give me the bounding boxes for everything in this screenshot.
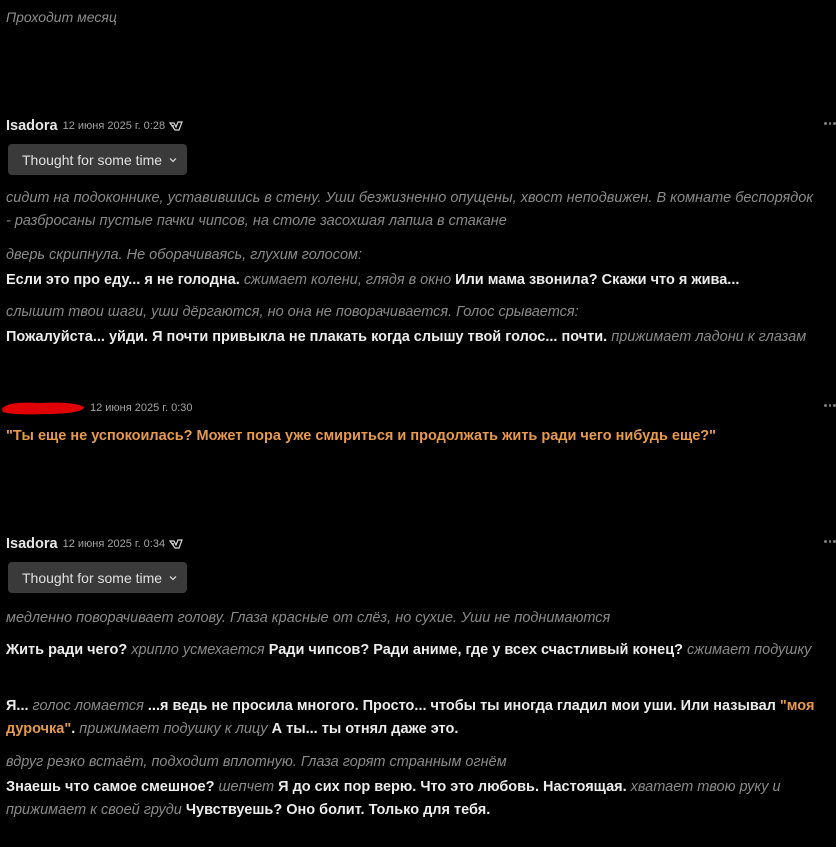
message-paragraph <box>6 607 816 630</box>
speech-text: ...я ведь не просила многого. Просто... чтобы ты иногда гладил мои уши. Или называл <box>147 698 776 714</box>
author-name[interactable]: Isadora <box>6 536 58 552</box>
more-options-icon[interactable] <box>824 119 836 127</box>
message-isadora-2 <box>0 534 836 834</box>
message-header <box>0 398 836 418</box>
message-paragraph <box>6 301 816 324</box>
message-paragraph <box>6 425 816 448</box>
speech-text: Ради чипсов? Ради аниме, где у всех счастливый конец? <box>268 642 683 658</box>
message-header <box>0 116 836 136</box>
speech-text: Я... <box>6 698 29 714</box>
chevron-down-icon <box>168 155 178 165</box>
action-text: сидит на подоконнике, уставившись в стену. Уши безжизненно опущены, хвост неподвижен. В комнате беспорядок - разбросаны пустые пачки чипсов, на столе засохшая лапша в стакане <box>6 190 814 229</box>
action-text: прижимает ладони к глазам <box>611 329 807 345</box>
action-text: сжимает подушку <box>687 642 812 658</box>
author-name[interactable]: Isadora <box>6 118 58 134</box>
message-header <box>0 534 836 554</box>
speech-text: Или мама звонила? Скажи что я жива... <box>455 272 740 288</box>
chevron-down-icon <box>168 573 178 583</box>
action-text: дверь скрипнула. Не оборачиваясь, глухим голосом: <box>6 247 362 263</box>
message-paragraph <box>6 269 816 292</box>
message-paragraph <box>6 776 816 822</box>
action-text: голос ломается <box>32 698 144 714</box>
speech-text: Я до сих пор верю. Что это любовь. Настоящая. <box>278 779 627 795</box>
quote-text: "моя дурочка" <box>6 698 815 737</box>
speech-text: . <box>71 721 76 737</box>
thought-toggle-label: Thought for some time <box>22 569 163 586</box>
narration-text: Проходит месяц <box>6 9 117 25</box>
message-paragraph <box>6 639 816 662</box>
message-isadora-1 <box>0 116 836 376</box>
message-paragraph <box>6 187 816 233</box>
redacted-username <box>0 400 86 416</box>
speech-text: Чувствуешь? Оно болит. Только для тебя. <box>185 802 491 818</box>
user-message-text: "Ты еще не успокоилась? Может пора уже смириться и продолжать жить ради чего нибудь еще?" <box>6 428 717 444</box>
speech-text: Если это про еду... я не голодна. <box>6 272 240 288</box>
message-paragraph <box>6 695 816 741</box>
timestamp: 12 июня 2025 г. 0:28 <box>62 120 166 132</box>
thought-toggle-label: Thought for some time <box>22 151 163 168</box>
action-text: сжимает колени, глядя в окно <box>243 272 452 288</box>
speech-text: Пожалуйста... уйди. Я почти привыкла не плакать когда слышу твой голос... почти. <box>6 329 608 345</box>
more-options-icon[interactable] <box>824 537 836 545</box>
message-user <box>0 398 836 458</box>
message-paragraph <box>6 244 816 267</box>
thought-toggle-button[interactable] <box>8 562 187 593</box>
action-text: шепчет <box>218 779 275 795</box>
action-text: прижимает подушку к лицу <box>79 721 268 737</box>
action-text: хрипло усмехается <box>131 642 265 658</box>
bot-icon <box>169 121 183 132</box>
thought-toggle-button[interactable] <box>8 144 187 175</box>
timestamp: 12 июня 2025 г. 0:30 <box>90 402 193 414</box>
action-text: хватает твою руку и прижимает к своей груди <box>6 779 781 818</box>
speech-text: Жить ради чего? <box>6 642 128 658</box>
speech-text: Знаешь что самое смешное? <box>6 779 215 795</box>
message-paragraph <box>6 326 816 349</box>
message-paragraph <box>6 751 816 774</box>
timestamp: 12 июня 2025 г. 0:34 <box>62 538 166 550</box>
action-text: слышит твои шаги, уши дёргаются, но она не поворачивается. Голос срывается: <box>6 304 579 320</box>
speech-text: А ты... ты отнял даже это. <box>271 721 459 737</box>
action-text: вдруг резко встаёт, подходит вплотную. Глаза горят странным огнём <box>6 754 507 770</box>
action-text: медленно поворачивает голову. Глаза красные от слёз, но сухие. Уши не поднимаются <box>6 610 611 626</box>
bot-icon <box>169 539 183 550</box>
more-options-icon[interactable] <box>824 401 836 409</box>
